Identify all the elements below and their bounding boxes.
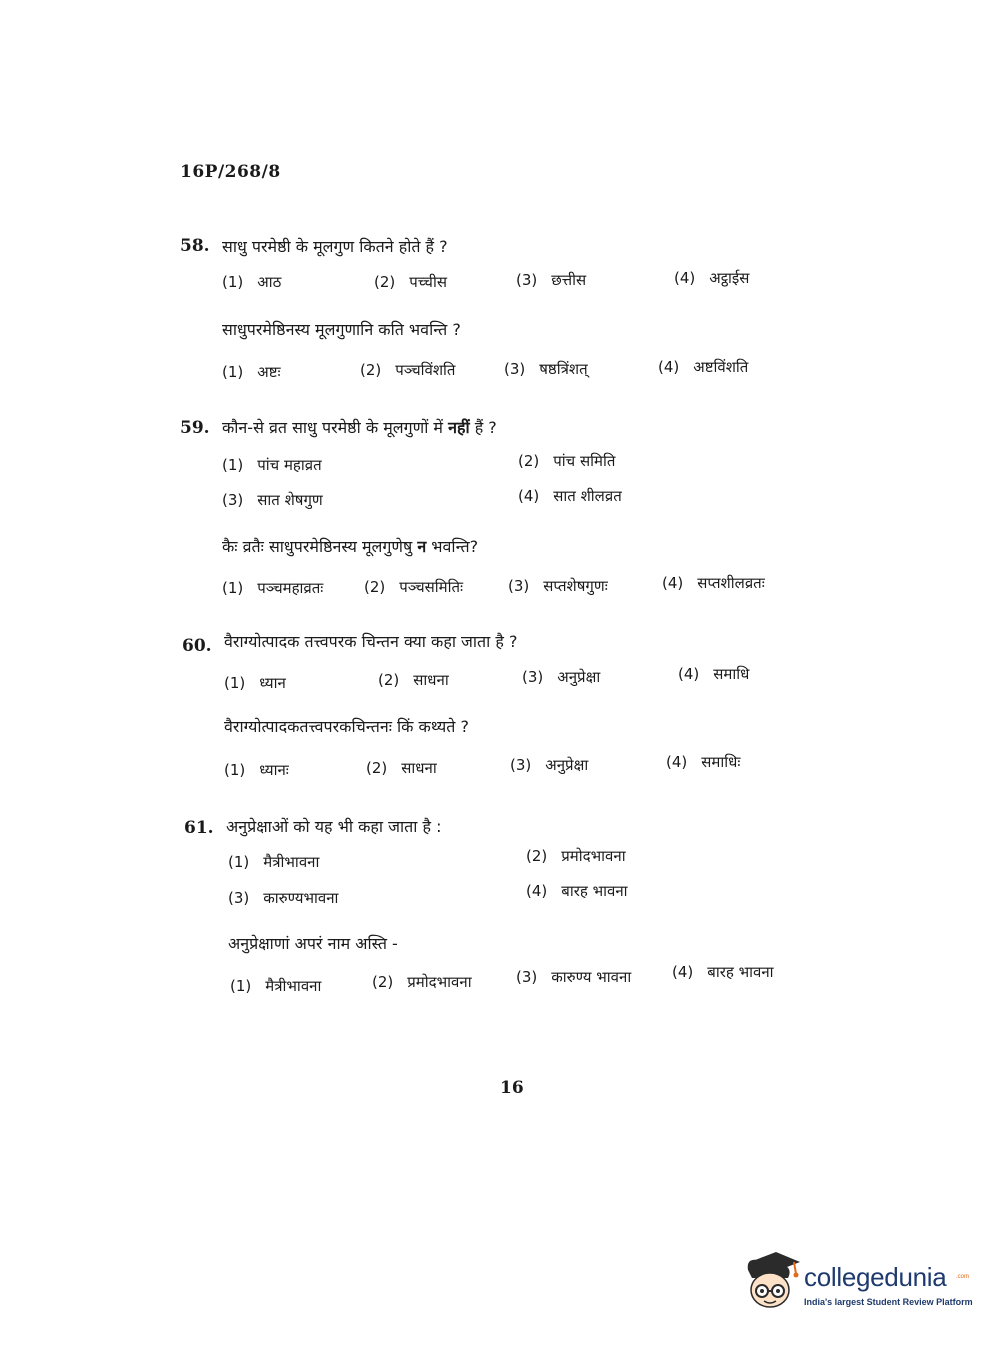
option-text: ध्यान	[259, 674, 286, 692]
option	[222, 578, 323, 598]
option	[364, 577, 463, 597]
option-number: (2)	[372, 973, 394, 991]
option-number: (1)	[224, 674, 246, 692]
option	[674, 268, 749, 288]
option	[516, 967, 631, 987]
paper-code: 16P/268/8	[180, 162, 281, 182]
option-text: सात शीलव्रत	[553, 487, 622, 505]
option	[378, 670, 449, 690]
option-text: मैत्रीभावना	[263, 853, 320, 871]
option	[508, 576, 608, 596]
option	[504, 359, 588, 379]
question-text-hindi: साधु परमेष्ठी के मूलगुण कितने होते हैं ?	[222, 237, 448, 256]
option-number: (3)	[504, 360, 526, 378]
option-number: (2)	[366, 759, 388, 777]
option-number: (3)	[510, 756, 532, 774]
option	[222, 362, 281, 382]
option-number: (3)	[522, 668, 544, 686]
question-number: 60.	[182, 636, 212, 656]
option	[222, 490, 323, 510]
option-number: (1)	[224, 761, 246, 779]
option-number: (1)	[222, 363, 244, 381]
question-text-hindi	[222, 416, 497, 438]
option-number: (2)	[360, 361, 382, 379]
option	[230, 976, 321, 996]
student-mascot-icon	[742, 1248, 802, 1314]
option-text: पञ्चमहाव्रतः	[257, 579, 324, 597]
option-text: पञ्चविंशति	[395, 361, 456, 379]
brand-tagline: India's largest Student Review Platform	[804, 1297, 973, 1307]
option-number: (4)	[526, 882, 548, 900]
option-number: (4)	[662, 574, 684, 592]
option-text: पांच महाव्रत	[257, 456, 322, 474]
option	[222, 272, 281, 292]
question-text-hindi: वैराग्योत्पादक तत्त्वपरक चिन्तन क्या कहा जाता है ?	[224, 632, 518, 651]
option-text: प्रमोदभावना	[561, 847, 626, 865]
option-number: (2)	[374, 273, 396, 291]
option-number: (3)	[222, 491, 244, 509]
page-number: 16	[500, 1078, 524, 1098]
question-text-part: भवन्ति?	[426, 537, 479, 556]
question-number: 61.	[184, 818, 214, 838]
option	[516, 270, 586, 290]
option-number: (1)	[222, 579, 244, 597]
option	[672, 962, 774, 982]
question-text-part: कौन-से व्रत साधु परमेष्ठी के मूलगुणों में	[222, 418, 449, 437]
option-text: अनुप्रेक्षा	[545, 756, 589, 774]
option-number: (3)	[228, 889, 250, 907]
option-number: (1)	[222, 456, 244, 474]
option	[662, 573, 765, 593]
option	[224, 760, 289, 780]
option-number: (1)	[222, 273, 244, 291]
option-text: पच्चीस	[409, 273, 447, 291]
option	[228, 888, 338, 908]
option	[522, 667, 600, 687]
option-text: साधना	[413, 671, 449, 689]
option-text: कारुण्य भावना	[551, 968, 632, 986]
option	[666, 752, 740, 772]
option-number: (4)	[666, 753, 688, 771]
option-text: सप्तशेषगुणः	[543, 577, 608, 595]
option-text: पांच समिति	[553, 452, 616, 470]
option-text: समाधिः	[701, 753, 741, 771]
option-text: षष्ठत्रिंशत्	[539, 360, 588, 378]
option-number: (2)	[378, 671, 400, 689]
option-number: (2)	[518, 452, 540, 470]
option	[678, 664, 749, 684]
question-text-sanskrit: वैराग्योत्पादकतत्त्वपरकचिन्तनः किं कथ्यते ?	[224, 717, 469, 736]
question-text-sanskrit: साधुपरमेष्ठिनस्य मूलगुणानि कति भवन्ति ?	[222, 320, 461, 339]
brand-name: collegedunia	[804, 1262, 947, 1292]
option-number: (4)	[658, 358, 680, 376]
option-number: (4)	[674, 269, 696, 287]
option-number: (2)	[526, 847, 548, 865]
question-text-sanskrit	[222, 535, 478, 557]
option	[372, 972, 472, 992]
question-text-hindi: अनुप्रेक्षाओं को यह भी कहा जाता है :	[226, 817, 442, 836]
option-number: (1)	[230, 977, 252, 995]
option	[526, 881, 628, 901]
option-text: बारह भावना	[561, 882, 628, 900]
option-text: अष्टः	[257, 363, 281, 381]
option	[518, 451, 615, 471]
question-text-part: कैः व्रतैः साधुपरमेष्ठिनस्य मूलगुणेषु	[222, 537, 418, 556]
option-text: बारह भावना	[707, 963, 774, 981]
option	[658, 357, 748, 377]
option-text: साधना	[401, 759, 437, 777]
option	[224, 673, 286, 693]
option-text: अष्टविंशति	[693, 358, 749, 376]
option-number: (4)	[678, 665, 700, 683]
option-text: पञ्चसमितिः	[399, 578, 464, 596]
option-number: (4)	[518, 487, 540, 505]
emphasis-not: नहीं	[448, 418, 470, 437]
collegedunia-logo	[742, 1248, 973, 1314]
option	[518, 486, 622, 506]
option	[366, 758, 437, 778]
question-text-part: हैं ?	[469, 418, 497, 437]
option-number: (3)	[508, 577, 530, 595]
option-text: सात शेषगुण	[257, 491, 323, 509]
option-text: कारुण्यभावना	[263, 889, 339, 907]
question-number: 58.	[180, 236, 210, 256]
option	[222, 455, 322, 475]
option	[510, 755, 588, 775]
option-text: ध्यानः	[259, 761, 289, 779]
option-number: (2)	[364, 578, 386, 596]
emphasis-not: न	[417, 537, 427, 556]
option-text: सप्तशीलव्रतः	[697, 574, 765, 592]
option-text: प्रमोदभावना	[407, 973, 472, 991]
option	[526, 846, 626, 866]
option-text: समाधि	[713, 665, 750, 683]
brand-domain: .com	[956, 1274, 970, 1280]
question-text-sanskrit: अनुप्रेक्षाणां अपरं नाम अस्ति -	[228, 934, 398, 953]
option	[374, 272, 447, 292]
option-number: (4)	[672, 963, 694, 981]
option-text: आठ	[257, 273, 282, 291]
option	[228, 852, 319, 872]
option-number: (1)	[228, 853, 250, 871]
option-number: (3)	[516, 968, 538, 986]
option-text: अट्ठाईस	[709, 269, 750, 287]
option-text: अनुप्रेक्षा	[557, 668, 601, 686]
option-number: (3)	[516, 271, 538, 289]
option	[360, 360, 455, 380]
option-text: मैत्रीभावना	[265, 977, 322, 995]
question-number: 59.	[180, 418, 210, 438]
option-text: छत्तीस	[551, 271, 587, 289]
